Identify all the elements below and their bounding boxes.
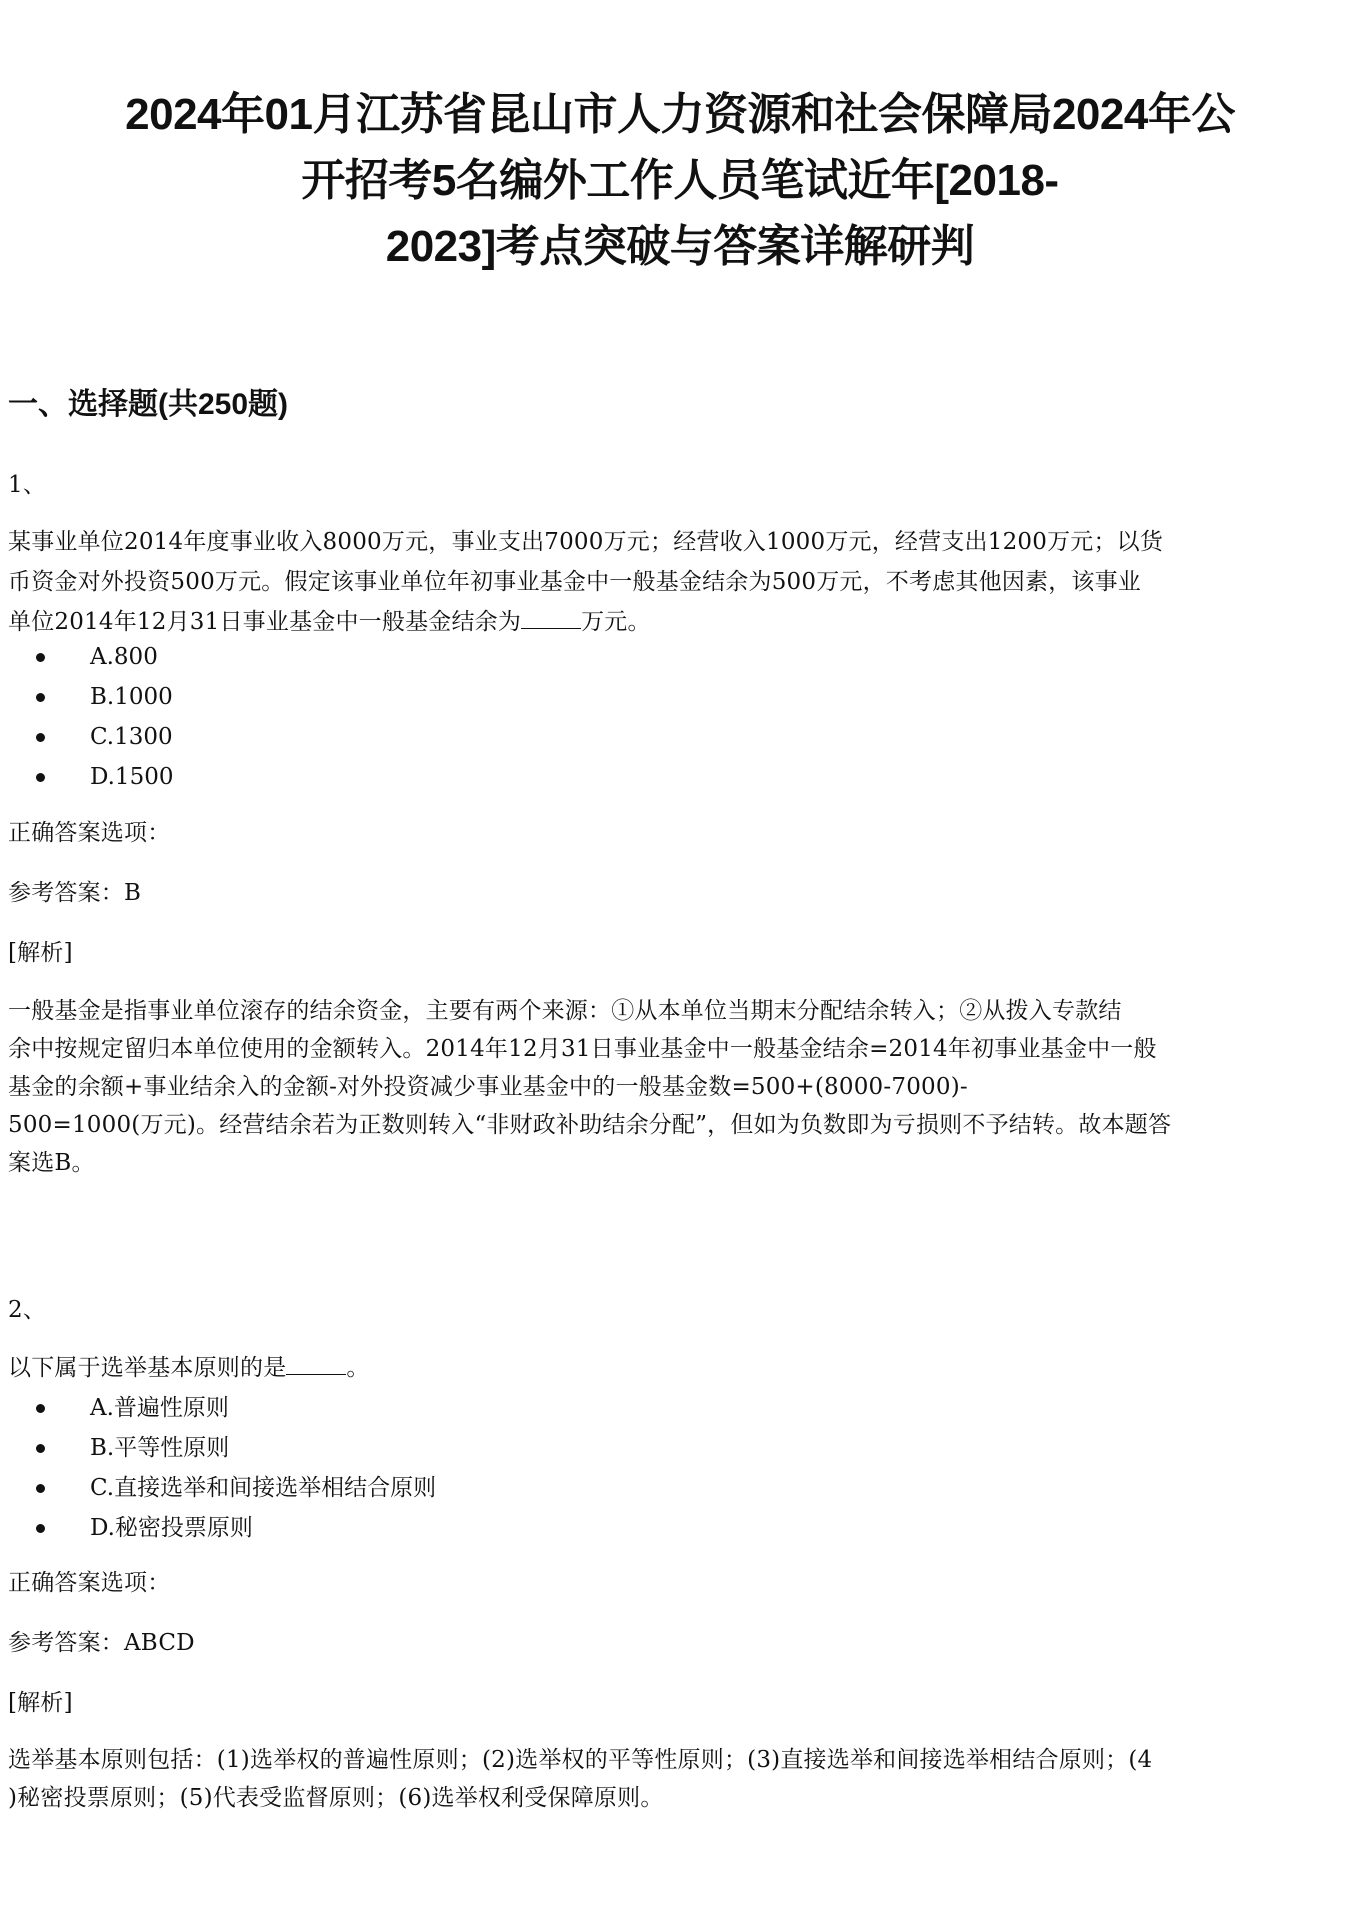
bullet-icon	[36, 1484, 45, 1493]
analysis-line: 基金的余额+事业结余入的金额-对外投资减少事业基金中的一般基金数=500+(8000-7000)-	[8, 1074, 968, 1100]
bullet-icon	[36, 1524, 45, 1533]
option-label: C.1300	[90, 724, 173, 750]
bullet-icon	[36, 733, 45, 742]
correct-option-label: 正确答案选项：	[8, 820, 171, 846]
analysis-label: [解析]	[8, 1690, 73, 1716]
reference-answer: 参考答案：ABCD	[8, 1630, 195, 1656]
stem-text: 以下属于选举基本原则的是	[8, 1355, 287, 1381]
option-label: C.直接选举和间接选举相结合原则	[90, 1475, 437, 1501]
section-heading: 一、选择题(共250题)	[8, 388, 289, 421]
bullet-icon	[36, 1404, 45, 1413]
option-item	[0, 757, 173, 797]
stem-text: 单位2014年12月31日事业基金中一般基金结余为	[8, 609, 522, 635]
stem-suffix: 。	[346, 1355, 370, 1381]
analysis-text	[8, 1741, 1353, 1817]
title-line: 2023]考点突破与答案详解研判	[385, 222, 975, 271]
analysis-line: )秘密投票原则；(5)代表受监督原则；(6)选举权利受保障原则。	[8, 1785, 664, 1811]
option-label: B.1000	[90, 684, 173, 710]
option-label: D.1500	[90, 764, 174, 790]
document-title	[0, 82, 1360, 280]
bullet-icon	[36, 773, 45, 782]
analysis-line: 余中按规定留归本单位使用的金额转入。2014年12月31日事业基金中一般基金结余=2014年初事业基金中一般	[8, 1036, 1157, 1062]
bullet-icon	[36, 1444, 45, 1453]
reference-answer: 参考答案：B	[8, 880, 142, 906]
analysis-label: [解析]	[8, 940, 73, 966]
option-item	[0, 637, 173, 677]
analysis-text	[8, 992, 1353, 1182]
option-label: A.800	[90, 644, 158, 670]
option-label: B.平等性原则	[90, 1435, 230, 1461]
question-number: 2、	[8, 1297, 47, 1323]
option-item	[0, 1508, 436, 1548]
option-item	[0, 1468, 436, 1508]
correct-option-label: 正确答案选项：	[8, 1570, 171, 1596]
analysis-line: 案选B。	[8, 1150, 95, 1176]
stem-line	[8, 602, 1353, 642]
option-list	[0, 637, 173, 797]
question-number: 1、	[8, 472, 47, 498]
option-label: A.普遍性原则	[90, 1395, 229, 1421]
answer-blank	[521, 606, 581, 629]
option-label: D.秘密投票原则	[90, 1515, 253, 1541]
stem-suffix: 万元。	[581, 609, 651, 635]
title-line: 开招考5名编外工作人员笔试近年[2018-	[301, 156, 1059, 205]
stem-line: 币资金对外投资500万元。假定该事业单位年初事业基金中一般基金结余为500万元，不考虑其他因素，该事业	[8, 569, 1141, 595]
option-list	[0, 1388, 436, 1548]
question-stem	[8, 522, 1353, 642]
title-line: 2024年01月江苏省昆山市人力资源和社会保障局2024年公	[125, 90, 1235, 139]
question-stem	[8, 1348, 1353, 1388]
option-item	[0, 677, 173, 717]
option-item	[0, 717, 173, 757]
option-item	[0, 1388, 436, 1428]
stem-line	[8, 1348, 1353, 1388]
analysis-line: 选举基本原则包括：(1)选举权的普遍性原则；(2)选举权的平等性原则；(3)直接选举和间接选举相结合原则；(4	[8, 1747, 1153, 1773]
analysis-line: 一般基金是指事业单位滚存的结余资金，主要有两个来源：①从本单位当期末分配结余转入；②从拨入专款结	[8, 998, 1122, 1024]
option-item	[0, 1428, 436, 1468]
answer-blank	[286, 1352, 346, 1375]
bullet-icon	[36, 653, 45, 662]
stem-line: 某事业单位2014年度事业收入8000万元，事业支出7000万元；经营收入1000万元，经营支出1200万元；以货	[8, 529, 1164, 555]
bullet-icon	[36, 693, 45, 702]
analysis-line: 500=1000(万元)。经营结余若为正数则转入“非财政补助结余分配”，但如为负数即为亏损则不予结转。故本题答	[8, 1112, 1172, 1138]
